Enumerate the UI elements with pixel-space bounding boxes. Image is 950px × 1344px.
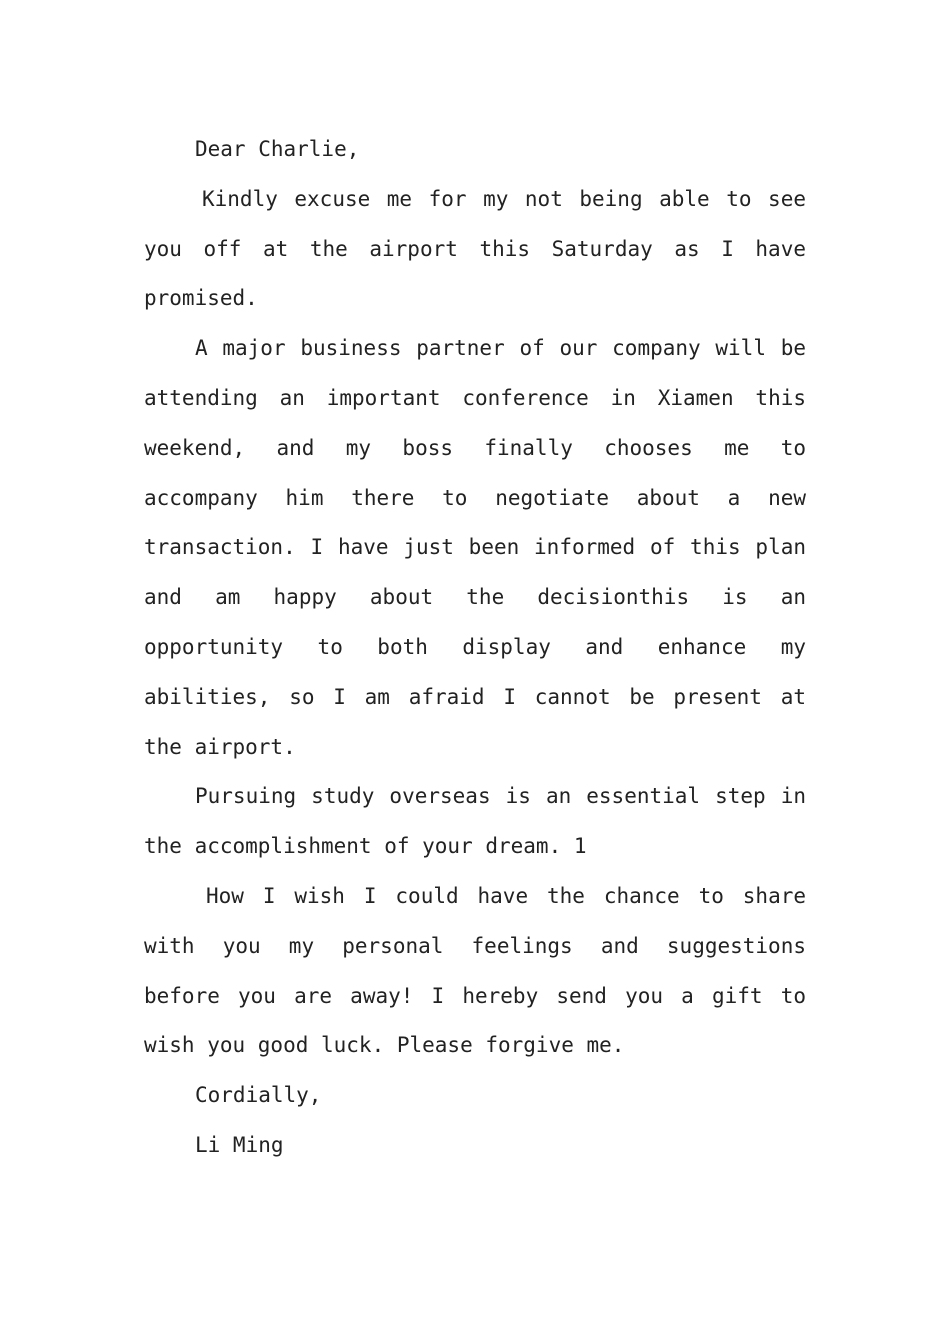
paragraph-line: promised. [144, 286, 258, 311]
salutation: Dear Charlie, [195, 137, 360, 161]
paragraph-line: the airport. [144, 734, 296, 759]
paragraph-encouragement [144, 772, 806, 872]
paragraph-wish [144, 872, 806, 1071]
paragraph-line: A major business partner of our company will be [195, 336, 806, 361]
paragraph-line: Kindly excuse me for my not being able to see [202, 186, 806, 211]
paragraph-line: wish you good luck. Please forgive me. [144, 1033, 625, 1058]
paragraph-line: before you are away! I hereby send you a gift to [144, 983, 806, 1008]
paragraph-reason [144, 324, 806, 772]
paragraph-line: weekend, and my boss finally chooses me to [144, 435, 806, 460]
paragraph-line: accompany him there to negotiate about a new [144, 485, 806, 510]
paragraph-line: How I wish I could have the chance to share [206, 883, 806, 908]
letter-body [144, 125, 806, 1171]
closing: Cordially, [195, 1083, 322, 1108]
paragraph-line: abilities, so I am afraid I cannot be present at [144, 684, 806, 709]
paragraph-line: opportunity to both display and enhance my [144, 634, 806, 659]
paragraph-line: and am happy about the decisionthis is an [144, 585, 806, 610]
paragraph-line: Pursuing study overseas is an essential step in [195, 784, 806, 809]
paragraph-line: with you my personal feelings and suggestions [144, 933, 806, 958]
paragraph-line: you off at the airport this Saturday as I have [144, 236, 806, 261]
paragraph-line: transaction. I have just been informed of this plan [144, 535, 806, 560]
paragraph-apology [144, 175, 806, 324]
paragraph-line: the accomplishment of your dream. 1 [144, 834, 587, 859]
paragraph-line: attending an important conference in Xiamen this [144, 385, 806, 410]
signature: Li Ming [195, 1132, 284, 1157]
